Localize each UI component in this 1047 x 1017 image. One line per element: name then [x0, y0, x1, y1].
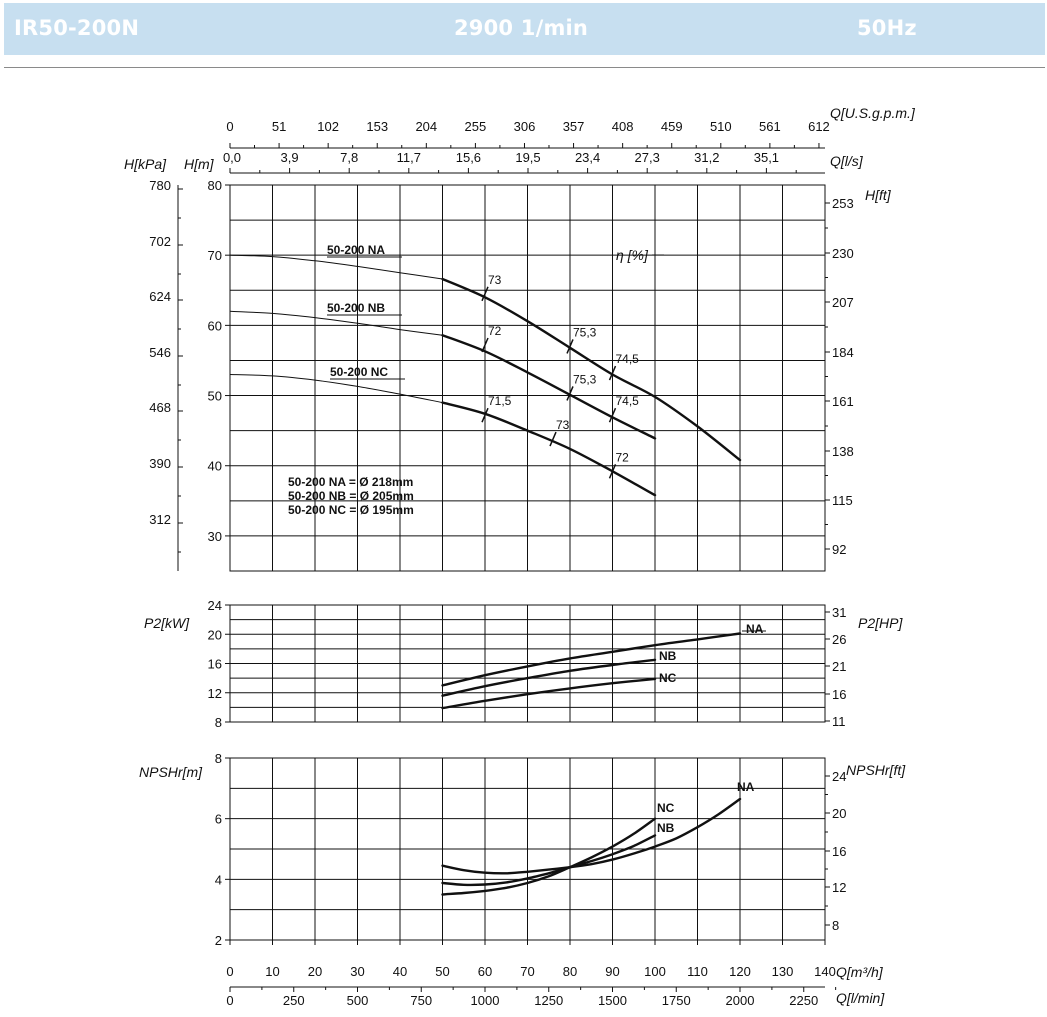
hp-tick-label: 16 [832, 687, 847, 702]
ls-tick-label: 11,7 [396, 150, 421, 165]
q-tick-label: 100 [644, 964, 666, 979]
impeller-diameter-note: 50-200 NC = Ø 195mm [288, 503, 414, 517]
pump-frequency: 50Hz [857, 16, 917, 40]
npsh-curve-label: NC [657, 801, 675, 815]
efficiency-label: 72 [615, 450, 629, 465]
gpm-tick-label: 306 [513, 119, 536, 134]
efficiency-label: 73 [488, 272, 502, 287]
q-tick-label: 70 [520, 964, 535, 979]
gpm-tick-label: 357 [562, 119, 585, 134]
ls-tick-label: 7,8 [340, 150, 359, 165]
gpm-tick-label: 102 [317, 119, 340, 134]
power-curve-label: NA [746, 622, 764, 636]
head-curve-nc [443, 403, 656, 496]
ls-tick-label: 27,3 [634, 150, 660, 165]
kpa-tick-label: 546 [149, 345, 171, 360]
npsh-ft-tick-label: 12 [832, 880, 847, 895]
hp-tick-label: 26 [832, 632, 847, 647]
impeller-diameter-note: 50-200 NA = Ø 218mm [288, 475, 414, 489]
npsh-ft-tick-label: 24 [832, 769, 847, 784]
pump-speed: 2900 1/min [454, 16, 589, 40]
kpa-tick-label: 780 [149, 178, 171, 193]
gpm-tick-label: 561 [759, 119, 781, 134]
q-tick-label: 120 [729, 964, 751, 979]
efficiency-label: 74,5 [615, 394, 639, 409]
kpa-axis-label: H[kPa] [124, 156, 167, 172]
npsh-tick-label: 6 [214, 811, 222, 827]
efficiency-label: 75,3 [573, 325, 597, 340]
lmin-tick-label: 750 [410, 993, 433, 1008]
hp-axis-label: P2[HP] [858, 615, 903, 631]
ls-axis-label: Q[l/s] [830, 153, 863, 169]
npsh-ft-axis-label: NPSHr[ft] [846, 762, 906, 778]
kpa-tick-label: 312 [149, 512, 171, 527]
gpm-tick-label: 255 [464, 119, 487, 134]
npsh-tick-label: 4 [214, 872, 222, 888]
npsh-tick-label: 8 [214, 751, 222, 766]
gpm-tick-label: 459 [660, 119, 683, 134]
lmin-tick-label: 1750 [661, 993, 691, 1008]
head-curve-label: 50-200 NC [330, 365, 389, 379]
lmin-tick-label: 1250 [534, 993, 564, 1008]
q-tick-label: 40 [392, 964, 408, 979]
q-axis-label: Q[m³/h] [836, 964, 883, 980]
ls-tick-label: 31,2 [694, 150, 720, 165]
kpa-tick-label: 702 [149, 234, 171, 249]
ft-tick-label: 138 [832, 444, 854, 459]
hp-tick-label: 31 [832, 605, 847, 620]
q-tick-label: 10 [265, 964, 280, 979]
gpm-tick-label: 51 [271, 119, 287, 134]
efficiency-label: 75,3 [573, 372, 597, 387]
head-tick-label: 60 [207, 318, 222, 334]
ft-tick-label: 253 [832, 196, 854, 211]
ls-tick-label: 0,0 [222, 150, 242, 165]
kpa-tick-label: 624 [149, 289, 171, 304]
gpm-tick-label: 204 [415, 119, 438, 134]
power-curve-label: NC [659, 671, 677, 685]
lmin-axis-label: Q[l/min] [836, 990, 885, 1006]
head-tick-label: 30 [207, 528, 222, 544]
q-tick-label: 0 [226, 964, 234, 979]
ft-tick-label: 207 [832, 295, 854, 310]
head-curve-nb [443, 335, 656, 438]
head-tick-label: 70 [207, 248, 222, 264]
efficiency-axis-label: η [%] [616, 247, 648, 263]
q-tick-label: 130 [771, 964, 794, 979]
npsh-ft-tick-label: 8 [832, 918, 840, 933]
npsh-ft-tick-label: 16 [832, 844, 847, 859]
gpm-tick-label: 612 [808, 119, 830, 134]
q-tick-label: 30 [350, 964, 365, 979]
npsh-axis-label: NPSHr[m] [139, 764, 202, 780]
npsh-ft-tick-label: 20 [832, 806, 847, 821]
q-tick-label: 60 [477, 964, 493, 979]
head-axis-label: H[m] [184, 156, 214, 172]
gpm-tick-label: 408 [611, 119, 634, 134]
kpa-tick-label: 468 [149, 400, 171, 415]
q-tick-label: 20 [307, 964, 323, 979]
q-tick-label: 90 [605, 964, 620, 979]
kpa-tick-label: 390 [149, 456, 171, 471]
ls-tick-label: 19,5 [515, 150, 541, 165]
head-curve-thin-na [230, 255, 443, 279]
lmin-tick-label: 2000 [725, 993, 755, 1008]
hp-tick-label: 11 [832, 714, 846, 729]
q-tick-label: 110 [687, 964, 708, 979]
lmin-tick-label: 2250 [789, 993, 819, 1008]
ft-tick-label: 92 [832, 542, 847, 557]
power-curve-label: NB [659, 649, 677, 663]
head-curve-na [443, 279, 741, 460]
lmin-tick-label: 250 [282, 993, 305, 1008]
power-tick-label: 24 [207, 598, 222, 613]
power-curve-nc [443, 679, 656, 708]
head-curve-label: 50-200 NB [327, 301, 386, 315]
ft-tick-label: 161 [832, 394, 854, 409]
power-tick-label: 12 [207, 685, 222, 701]
hp-tick-label: 21 [832, 659, 847, 674]
ft-tick-label: 184 [832, 345, 854, 360]
ls-tick-label: 35,1 [753, 150, 780, 165]
power-tick-label: 20 [207, 627, 222, 643]
impeller-diameter-note: 50-200 NB = Ø 205mm [288, 489, 414, 503]
q-tick-label: 140 [814, 964, 836, 979]
lmin-tick-label: 0 [226, 993, 234, 1008]
ls-tick-label: 15,6 [455, 150, 482, 165]
efficiency-label: 74,5 [615, 352, 639, 367]
lmin-tick-label: 1000 [470, 993, 500, 1008]
ft-axis-label: H[ft] [865, 187, 891, 203]
npsh-tick-label: 2 [214, 933, 222, 948]
pump-model: IR50-200N [14, 16, 140, 40]
npsh-curve-label: NB [657, 821, 675, 835]
ls-tick-label: 23,4 [574, 150, 601, 165]
ft-tick-label: 115 [832, 493, 853, 508]
q-tick-label: 50 [435, 964, 450, 979]
ft-tick-label: 230 [832, 246, 854, 261]
efficiency-label: 73 [556, 418, 570, 433]
power-tick-label: 8 [214, 715, 222, 730]
head-curve-label: 50-200 NA [327, 243, 386, 257]
gpm-axis-label: Q[U.S.g.p.m.] [830, 105, 915, 121]
power-axis-label: P2[kW] [144, 615, 190, 631]
efficiency-label: 71,5 [488, 394, 512, 409]
ls-tick-label: 3,9 [280, 150, 299, 165]
head-tick-label: 40 [207, 458, 222, 474]
npsh-curve-label: NA [737, 780, 755, 794]
lmin-tick-label: 1500 [598, 993, 627, 1008]
power-curve-na [443, 634, 741, 686]
gpm-tick-label: 0 [226, 119, 234, 134]
gpm-tick-label: 153 [366, 119, 389, 134]
q-tick-label: 80 [562, 964, 578, 979]
lmin-tick-label: 500 [346, 993, 369, 1008]
head-tick-label: 50 [207, 388, 222, 404]
gpm-tick-label: 510 [709, 119, 732, 134]
efficiency-label: 72 [488, 324, 502, 339]
power-tick-label: 16 [207, 656, 222, 672]
head-tick-label: 80 [207, 178, 222, 193]
